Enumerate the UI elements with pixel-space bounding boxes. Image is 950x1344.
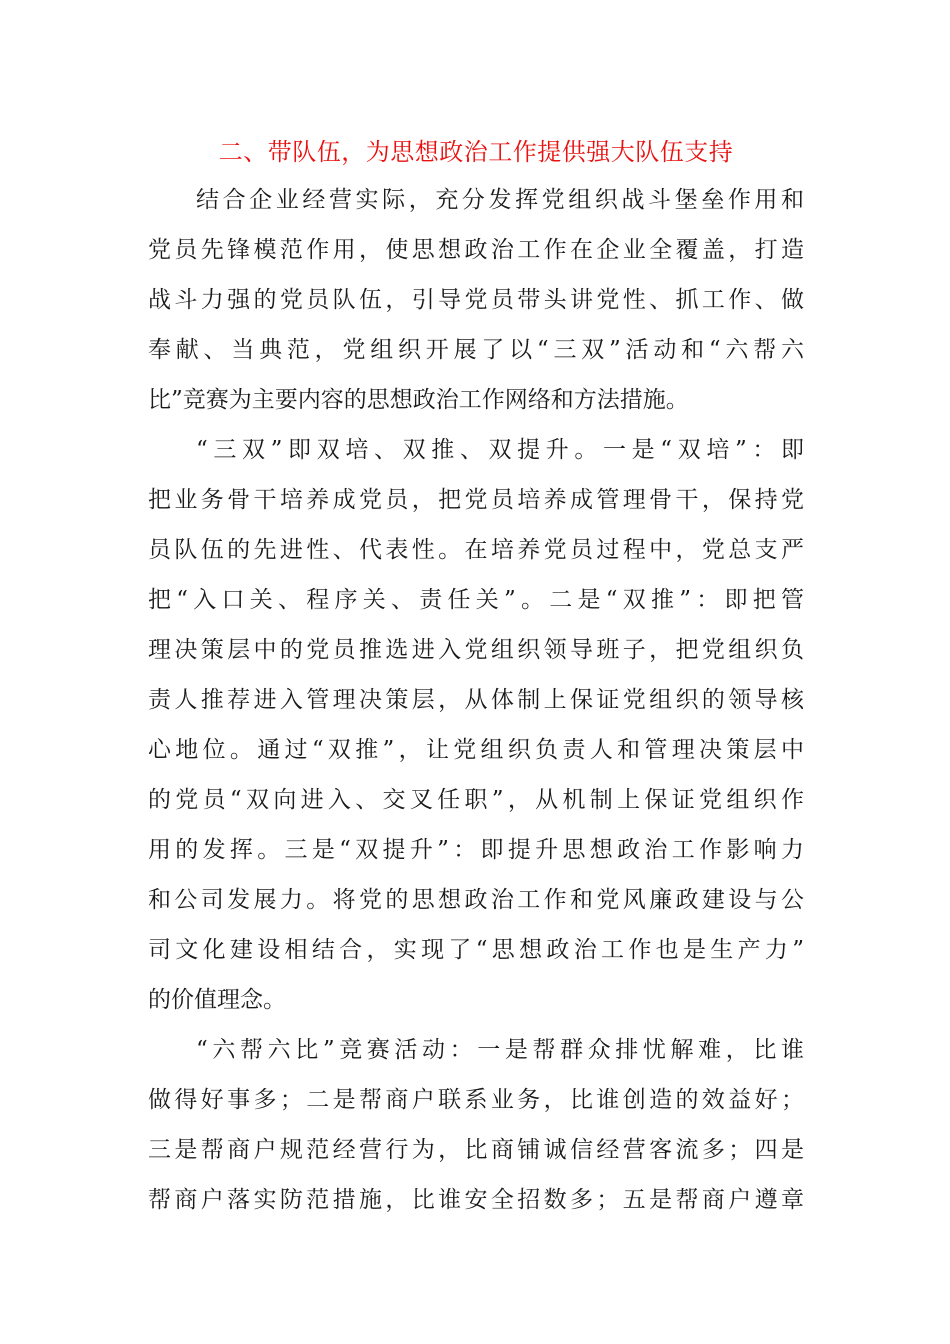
paragraph-3-line-4: 帮商户落实防范措施，比谁安全招数多；五是帮商户遵章 — [148, 1187, 804, 1213]
paragraph-2-line-2: 把业务骨干培养成党员，把党员培养成管理骨干，保持党 — [148, 487, 804, 513]
paragraph-2-line-9: 用的发挥。三是“双提升”：即提升思想政治工作影响力 — [148, 837, 804, 863]
paragraph-2-line-1: “三双”即双培、双推、双提升。一是“双培”：即 — [196, 437, 804, 463]
paragraph-1-line-4: 奉献、当典范，党组织开展了以“三双”活动和“六帮六 — [148, 337, 804, 363]
paragraph-2-line-11: 司文化建设相结合，实现了“思想政治工作也是生产力” — [148, 937, 804, 963]
paragraph-1-line-2: 党员先锋模范作用，使思想政治工作在企业全覆盖，打造 — [148, 237, 804, 263]
paragraph-2-line-4: 把“入口关、程序关、责任关”。二是“双推”：即把管 — [148, 587, 804, 613]
paragraph-1-line-1: 结合企业经营实际，充分发挥党组织战斗堡垒作用和 — [196, 187, 804, 213]
paragraph-2-line-3: 员队伍的先进性、代表性。在培养党员过程中，党总支严 — [148, 537, 804, 563]
paragraph-2-line-7: 心地位。通过“双推”，让党组织负责人和管理决策层中 — [148, 737, 804, 763]
paragraph-2-line-6: 责人推荐进入管理决策层，从体制上保证党组织的领导核 — [148, 687, 804, 713]
paragraph-2-line-12: 的价值理念。 — [148, 987, 286, 1013]
paragraph-2-line-10: 和公司发展力。将党的思想政治工作和党风廉政建设与公 — [148, 887, 804, 913]
paragraph-2-line-8: 的党员“双向进入、交叉任职”，从机制上保证党组织作 — [148, 787, 804, 813]
paragraph-3-line-2: 做得好事多；二是帮商户联系业务，比谁创造的效益好； — [148, 1087, 804, 1113]
paragraph-1-line-3: 战斗力强的党员队伍，引导党员带头讲党性、抓工作、做 — [148, 287, 804, 313]
section-heading: 二、带队伍，为思想政治工作提供强大队伍支持 — [218, 138, 734, 166]
paragraph-3-line-1: “六帮六比”竞赛活动：一是帮群众排忧解难，比谁 — [196, 1037, 804, 1063]
paragraph-2-line-5: 理决策层中的党员推选进入党组织领导班子，把党组织负 — [148, 637, 804, 663]
paragraph-3-line-3: 三是帮商户规范经营行为，比商铺诚信经营客流多；四是 — [148, 1137, 804, 1163]
paragraph-1-line-5: 比”竞赛为主要内容的思想政治工作网络和方法措施。 — [148, 387, 689, 413]
